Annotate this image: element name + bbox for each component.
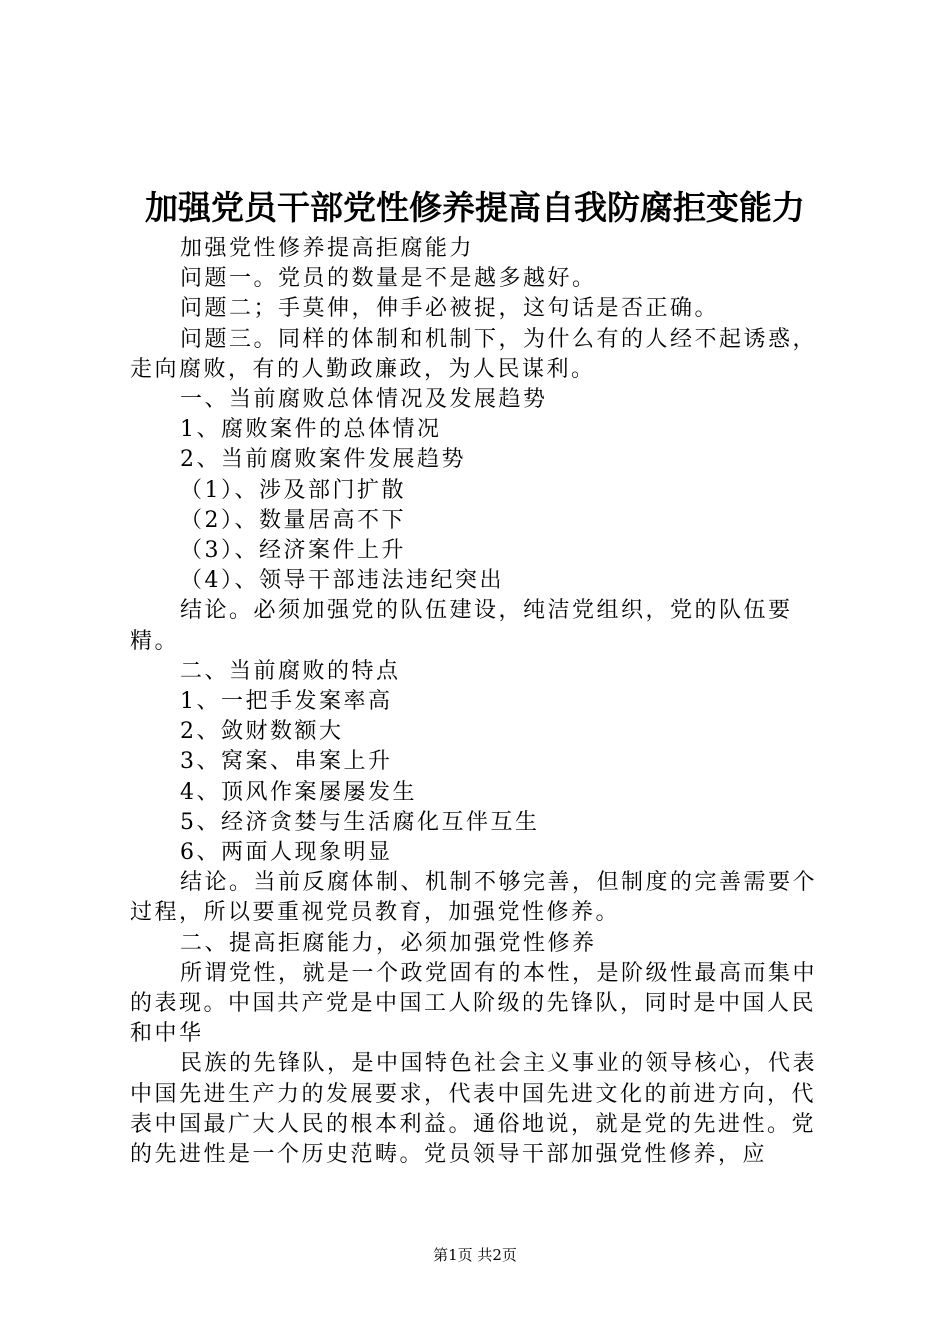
list-item: （3）、经济案件上升 <box>180 538 406 564</box>
paragraph: 结论。当前反腐体制、机制不够完善，但制度的完善需要个过程，所以要重视党员教育，加强党性修养。 <box>130 870 818 926</box>
section-heading: 二、当前腐败的特点 <box>180 658 401 684</box>
paragraph: 问题二；手莫伸，伸手必被捉，这句话是否正确。 <box>180 296 720 322</box>
section-heading: 二、提高拒腐能力，必须加强党性修养 <box>180 930 597 956</box>
paragraph: 加强党性修养提高拒腐能力 <box>180 236 475 261</box>
paragraph: 2、当前腐败案件发展趋势 <box>180 447 466 473</box>
list-item: 4、顶风作案屡屡发生 <box>180 779 417 805</box>
paragraph: 民族的先锋队，是中国特色社会主义事业的领导核心，代表中国先进生产力的发展要求，代表中国先进文化的前进方向，代表中国最广大人民的根本利益。通俗地说，就是党的先进性。党的先进性是一个历史范畴。党员领导干部加强党性修养，应 <box>130 1051 818 1168</box>
list-item: 5、经济贪婪与生活腐化互伴互生 <box>180 809 540 835</box>
paragraph: 问题三。同样的体制和机制下，为什么有的人经不起诱惑，走向腐败，有的人勤政廉政，为人民谋利。 <box>130 326 818 382</box>
paragraph: 所谓党性，就是一个政党固有的本性，是阶级性最高而集中的表现。中国共产党是中国工人阶级的先锋队，同时是中国人民和中华 <box>130 960 818 1047</box>
section-heading: 一、当前腐败总体情况及发展趋势 <box>180 387 548 413</box>
document-title: 加强党员干部党性修养提高自我防腐拒变能力 <box>145 188 805 227</box>
list-item: 2、敛财数额大 <box>180 719 344 745</box>
page-footer: 第1页 共2页 <box>433 1246 517 1264</box>
list-item: 1、一把手发案率高 <box>180 689 393 715</box>
list-item: （2）、数量居高不下 <box>180 507 406 533</box>
list-item: 6、两面人现象明显 <box>180 840 393 866</box>
list-item: 3、窝案、串案上升 <box>180 749 393 775</box>
paragraph: 结论。必须加强党的队伍建设，纯洁党组织，党的队伍要精。 <box>130 598 793 654</box>
list-item: （1）、涉及部门扩散 <box>180 477 406 503</box>
paragraph: 问题一。党员的数量是不是越多越好。 <box>180 266 597 292</box>
paragraph: 1、腐败案件的总体情况 <box>180 417 442 443</box>
document-body <box>130 234 832 1170</box>
list-item: （4）、领导干部违法违纪突出 <box>180 568 504 594</box>
